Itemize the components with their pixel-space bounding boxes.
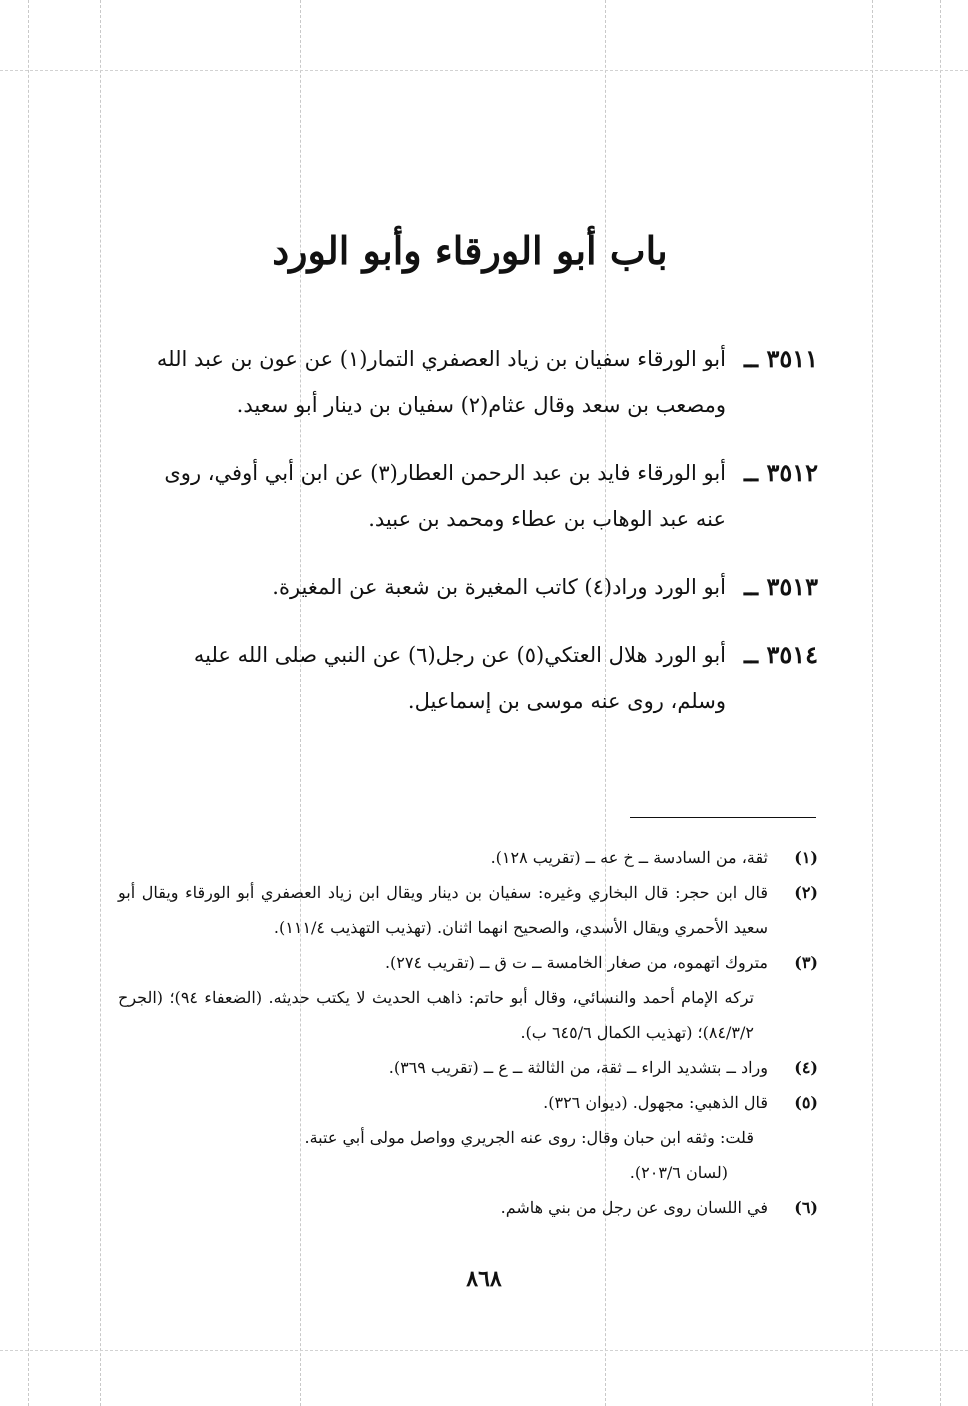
chapter-title: باب أبو الورقاء وأبو الورد xyxy=(272,228,668,273)
footnote-number: (٦) xyxy=(794,1198,818,1217)
footnote xyxy=(118,1085,818,1190)
footnote-number: (٢) xyxy=(794,883,818,902)
footnote-number: (٥) xyxy=(794,1093,818,1112)
entry-text-continued: ومصعب بن سعد وقال عثام(٢) سفيان بن دينار أبو سعيد. xyxy=(236,393,726,417)
footnote-text: قال الذهبي: مجهول. (ديوان ٣٢٦). xyxy=(543,1093,768,1112)
footnote xyxy=(118,945,818,1050)
entry-number: ٣٥١٤ xyxy=(766,640,818,669)
footnote-number: (٣) xyxy=(794,953,818,972)
entry-number: ٣٥١١ xyxy=(766,344,818,373)
entry-dash: ــ xyxy=(744,640,759,669)
entry-number: ٣٥١٣ xyxy=(766,572,818,601)
entry xyxy=(118,336,818,428)
footnote-separator xyxy=(630,817,816,818)
footnote-text: وراد ــ بتشديد الراء ــ ثقة، من الثالثة ــ ع ــ (تقريب ٣٦٩). xyxy=(388,1058,768,1077)
footnote-continuation: تركه الإمام أحمد والنسائي، وقال أبو حاتم: ذاهب الحديث لا يكتب حديثه. (الضعفاء ٩٤)؛ (الجرح ٨٤/٣/٢)؛ (تهذيب الكمال ٦٤٥/٦ ب). xyxy=(118,988,754,1042)
footnotes-list xyxy=(118,840,818,1225)
entry xyxy=(118,632,818,724)
entry-text: أبو الورد وراد(٤) كاتب المغيرة بن شعبة عن المغيرة. xyxy=(272,575,726,599)
footnote xyxy=(118,1190,818,1225)
footnote-text: ثقة، من السادسة ــ خ عه ــ (تقريب ١٢٨). xyxy=(490,848,768,867)
footnote xyxy=(118,1050,818,1085)
footnote xyxy=(118,875,818,945)
footnote-text: قال ابن حجر: قال البخاري وغيره: سفيان بن دينار ويقال ابن زياد العصفري أبو الورقاء ويقال أبو سعيد الأحمري ويقال الأسدي، والصحيح انهما اثنان. (تهذيب التهذيب ١١١/٤). xyxy=(118,883,768,937)
entry-number: ٣٥١٢ xyxy=(766,458,818,487)
footnote-citation: (لسان ٢٠٣/٦). xyxy=(629,1163,728,1182)
entry-text-continued: عنه عبد الوهاب بن عطاء ومحمد بن عبيد. xyxy=(368,507,726,531)
entry-dash: ــ xyxy=(744,344,759,373)
footnote xyxy=(118,840,818,875)
entries-list xyxy=(118,336,818,746)
entry-dash: ــ xyxy=(744,458,759,487)
entry-text: أبو الورد هلال العتكي(٥) عن رجل(٦) عن النبي صلى الله عليه xyxy=(193,643,726,667)
footnote-text: متروك اتهموه، من صغار الخامسة ــ ت ق ــ (تقريب ٢٧٤). xyxy=(384,953,768,972)
footnote-text: في اللسان روى عن رجل من بني هاشم. xyxy=(500,1198,768,1217)
entry xyxy=(118,564,818,610)
footnote-number: (١) xyxy=(794,848,818,867)
page-number: ٨٦٨ xyxy=(466,1266,502,1292)
footnote-number: (٤) xyxy=(794,1058,818,1077)
entry-dash: ــ xyxy=(744,572,759,601)
entry-text: أبو الورقاء فايد بن عبد الرحمن العطار(٣) عن ابن أبي أوفي، روى xyxy=(164,461,726,485)
entry xyxy=(118,450,818,542)
entry-text: أبو الورقاء سفيان بن زياد العصفري التمار(١) عن عون بن عبد الله xyxy=(156,347,726,371)
entry-text-continued: وسلم، روى عنه موسى بن إسماعيل. xyxy=(407,689,726,713)
footnote-continuation: قلت: وثقه ابن حبان وقال: روى عنه الجريري وواصل مولى أبي عتبة. xyxy=(304,1128,754,1147)
